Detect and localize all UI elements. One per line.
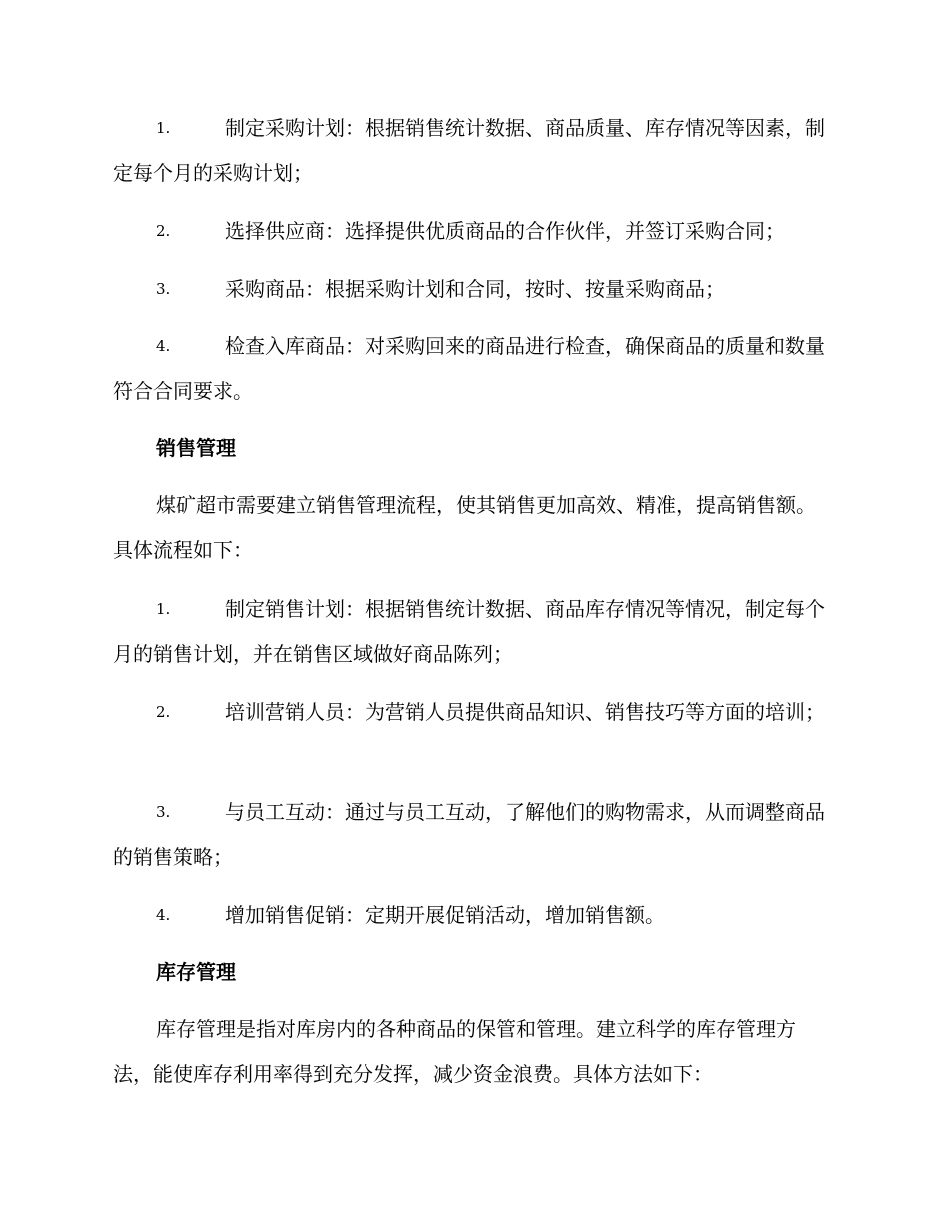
list-number: 3. (156, 280, 171, 298)
list-text: 采购商品：根据采购计划和合同，按时、按量采购商品； (225, 277, 725, 301)
list-text: 选择供应商：选择提供优质商品的合作伙伴，并签订采购合同； (225, 219, 785, 243)
inventory-intro-paragraph: 库存管理是指对库房内的各种商品的保管和管理。建立科学的库存管理方法，能使库存利用率得到充分发挥，减少资金浪费。具体方法如下： (113, 1017, 796, 1086)
list-item (113, 690, 835, 735)
sales-intro-paragraph: 煤矿超市需要建立销售管理流程，使其销售更加高效、精准，提高销售额。具体流程如下： (113, 493, 816, 562)
list-item (113, 209, 835, 254)
list-text: 与员工互动：通过与员工互动，了解他们的购物需求，从而调整商品的销售策略； (113, 800, 825, 869)
list-item (113, 324, 835, 414)
list-text: 检查入库商品：对采购回来的商品进行检查，确保商品的质量和数量符合合同要求。 (113, 334, 825, 403)
list-text: 制定采购计划：根据销售统计数据、商品质量、库存情况等因素，制定每个月的采购计划； (113, 116, 825, 185)
list-item (113, 893, 835, 938)
list-item (113, 106, 835, 196)
list-number: 2. (156, 222, 171, 240)
list-number: 1. (156, 119, 171, 137)
list-text: 培训营销人员：为营销人员提供商品知识、销售技巧等方面的培训； (225, 700, 825, 724)
section-heading-inventory: 库存管理 (156, 960, 236, 984)
list-text: 制定销售计划：根据销售统计数据、商品库存情况等情况，制定每个月的销售计划，并在销售区域做好商品陈列； (113, 597, 825, 666)
list-number: 4. (156, 337, 171, 355)
list-item (113, 267, 835, 312)
list-text: 增加销售促销：定期开展促销活动，增加销售额。 (225, 903, 665, 927)
list-item (113, 790, 835, 880)
list-number: 2. (156, 703, 171, 721)
list-item (113, 587, 835, 677)
list-number: 3. (156, 803, 171, 821)
list-number: 4. (156, 906, 171, 924)
list-number: 1. (156, 600, 171, 618)
section-heading-sales: 销售管理 (156, 436, 236, 460)
